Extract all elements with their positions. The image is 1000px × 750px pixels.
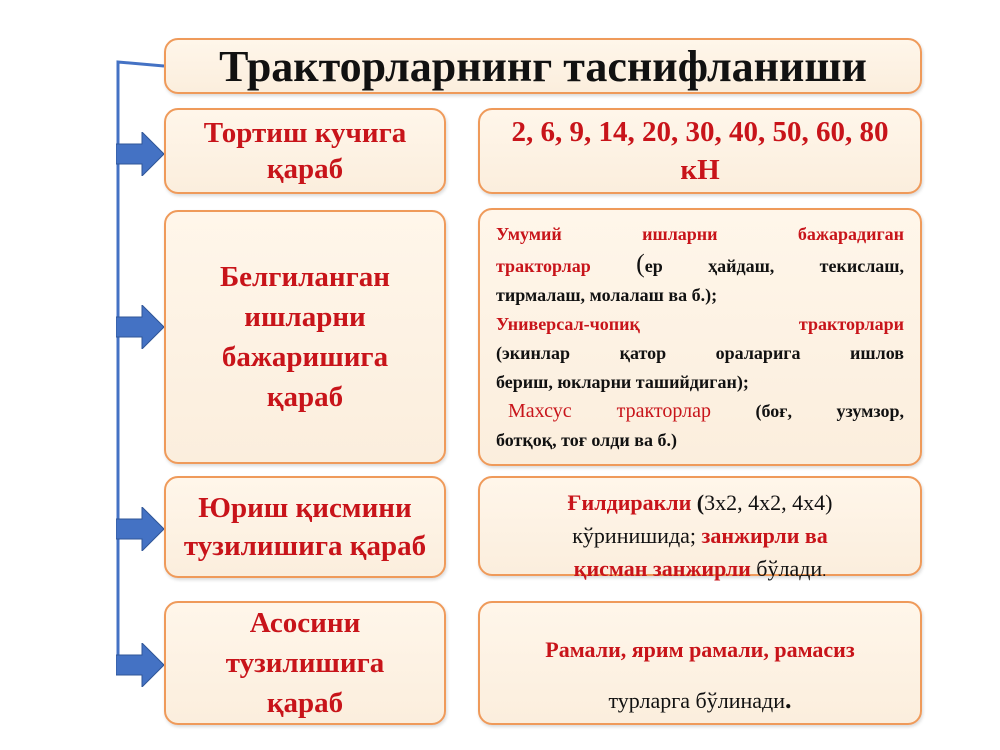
criterion-label: Белгиланган ишларни бажаришига қараб — [219, 261, 391, 413]
criterion-purpose — [164, 210, 446, 464]
arrow-icon — [116, 305, 164, 349]
detail-line: Ғилдиракли (3х2, 4х2, 4х4) — [567, 490, 833, 515]
detail-line: Универсал-чопиқ тракторлари — [496, 314, 904, 334]
detail-purpose — [478, 208, 922, 466]
diagram-title: Тракторларнинг таснифланиши — [164, 38, 922, 94]
arrow-icon — [116, 507, 164, 551]
arrow-icon — [116, 643, 164, 687]
detail-running-gear — [478, 476, 922, 581]
criterion-traction-force — [164, 108, 446, 194]
detail-line: Махсус тракторлар (боғ, узумзор, — [508, 400, 905, 422]
detail-frame — [478, 601, 922, 725]
detail-line: ботқоқ, тоғ олди ва б.) — [496, 430, 677, 450]
detail-line: турларга бўлинади. — [608, 685, 792, 714]
detail-line: қисман занжирли бўлади. — [573, 556, 827, 581]
arrow-icon — [116, 132, 164, 176]
detail-line: Рамали, ярим рамали, рамасиз — [545, 637, 855, 662]
detail-line: бериш, юкларни ташийдиган); — [496, 372, 749, 392]
criterion-running-gear — [164, 476, 446, 578]
detail-line: тирмалаш, молалаш ва б.); — [496, 285, 718, 305]
criterion-label: Асосини тузилишига қараб — [225, 607, 385, 719]
detail-line: Умумий ишларни бажарадиган — [496, 224, 904, 244]
detail-text: 2, 6, 9, 14, 20, 30, 40, 50, 60, 80 кН — [511, 116, 889, 186]
criterion-frame — [164, 601, 446, 725]
detail-line: кўринишида; занжирли ва — [572, 523, 828, 548]
detail-line: тракторлар (ер ҳайдаш, текислаш, — [496, 249, 905, 278]
detail-line: (экинлар қатор ораларига ишлов — [496, 343, 904, 363]
detail-traction-values — [478, 108, 922, 194]
criterion-label: Юриш қисмини тузилишига қараб — [183, 492, 427, 562]
criterion-label: Тортиш кучига қараб — [203, 117, 407, 185]
